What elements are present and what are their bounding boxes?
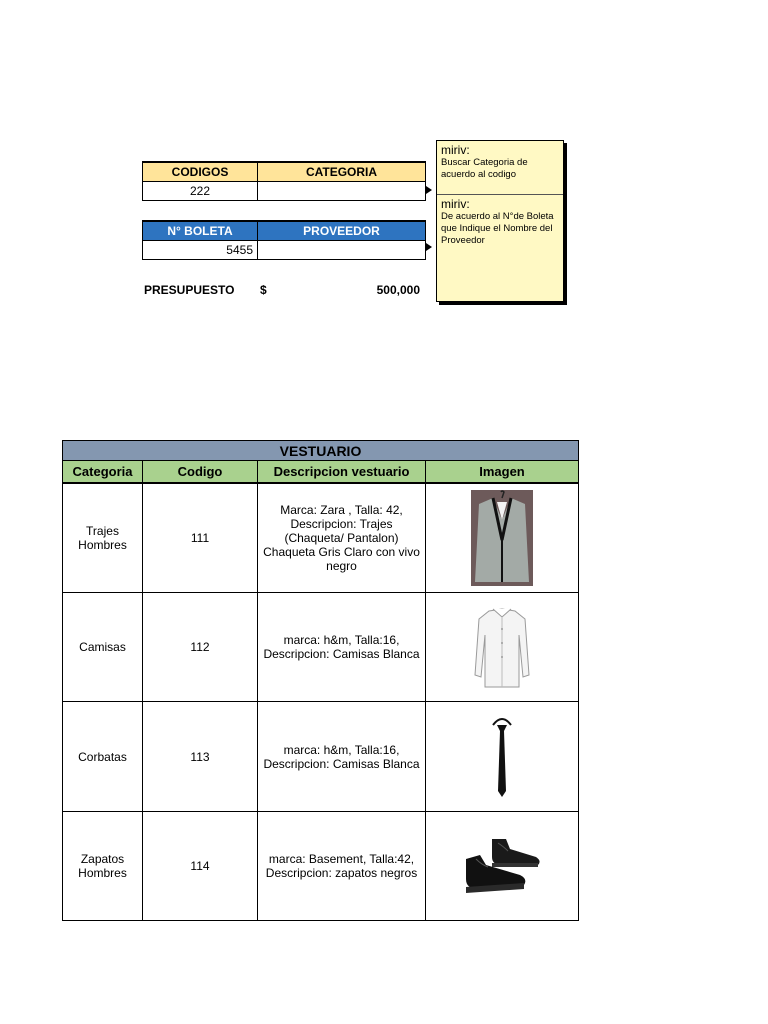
col-header-categoria: Categoria (62, 460, 143, 484)
categoria-cell[interactable] (257, 181, 426, 201)
cell-descripcion: marca: Basement, Talla:42, Descripcion: zapatos negros (257, 811, 426, 921)
vestuario-title: VESTUARIO (62, 440, 579, 461)
tie-icon (487, 715, 517, 799)
cell-categoria: Zapatos Hombres (62, 811, 143, 921)
presupuesto-label: PRESUPUESTO (144, 283, 235, 297)
comment-text: Buscar Categoria de acuerdo al codigo (441, 157, 528, 180)
comment-proveedor (437, 195, 563, 249)
cell-codigo: 111 (142, 483, 258, 593)
cell-imagen (425, 811, 579, 921)
codigo-cell[interactable]: 222 (142, 181, 258, 201)
col-header-codigo: Codigo (142, 460, 258, 484)
cell-descripcion: Marca: Zara , Talla: 42, Descripcion: Trajes (Chaqueta/ Pantalon) Chaqueta Gris Claro con vivo negro (257, 483, 426, 593)
shoes-icon (462, 835, 542, 897)
cell-codigo: 112 (142, 592, 258, 702)
comment-indicator-icon (426, 186, 432, 194)
cell-categoria: Trajes Hombres (62, 483, 143, 593)
cell-imagen (425, 592, 579, 702)
boleta-header: N° BOLETA (142, 220, 258, 241)
cell-imagen (425, 701, 579, 812)
comment-text: De acuerdo al N°de Boleta que Indique el Nombre del Proveedor (441, 211, 554, 246)
shirt-icon (467, 605, 537, 689)
cell-descripcion: marca: h&m, Talla:16, Descripcion: Camisas Blanca (257, 592, 426, 702)
presupuesto-value: 500,000 (376, 283, 420, 297)
suit-icon (471, 490, 533, 586)
comment-author: miriv: (441, 143, 470, 157)
comment-box[interactable] (436, 140, 564, 302)
cell-imagen (425, 483, 579, 593)
comment-author: miriv: (441, 197, 470, 211)
cell-codigo: 114 (142, 811, 258, 921)
proveedor-cell[interactable] (257, 240, 426, 260)
categoria-header: CATEGORIA (257, 161, 426, 182)
comment-categoria (437, 141, 563, 195)
currency-symbol: $ (260, 283, 267, 297)
boleta-cell[interactable]: 5455 (142, 240, 258, 260)
col-header-imagen: Imagen (425, 460, 579, 484)
cell-descripcion: marca: h&m, Talla:16, Descripcion: Camisas Blanca (257, 701, 426, 812)
cell-codigo: 113 (142, 701, 258, 812)
comment-indicator-icon (426, 243, 432, 251)
cell-categoria: Corbatas (62, 701, 143, 812)
col-header-descripcion: Descripcion vestuario (257, 460, 426, 484)
codigos-header: CODIGOS (142, 161, 258, 182)
proveedor-header: PROVEEDOR (257, 220, 426, 241)
cell-categoria: Camisas (62, 592, 143, 702)
